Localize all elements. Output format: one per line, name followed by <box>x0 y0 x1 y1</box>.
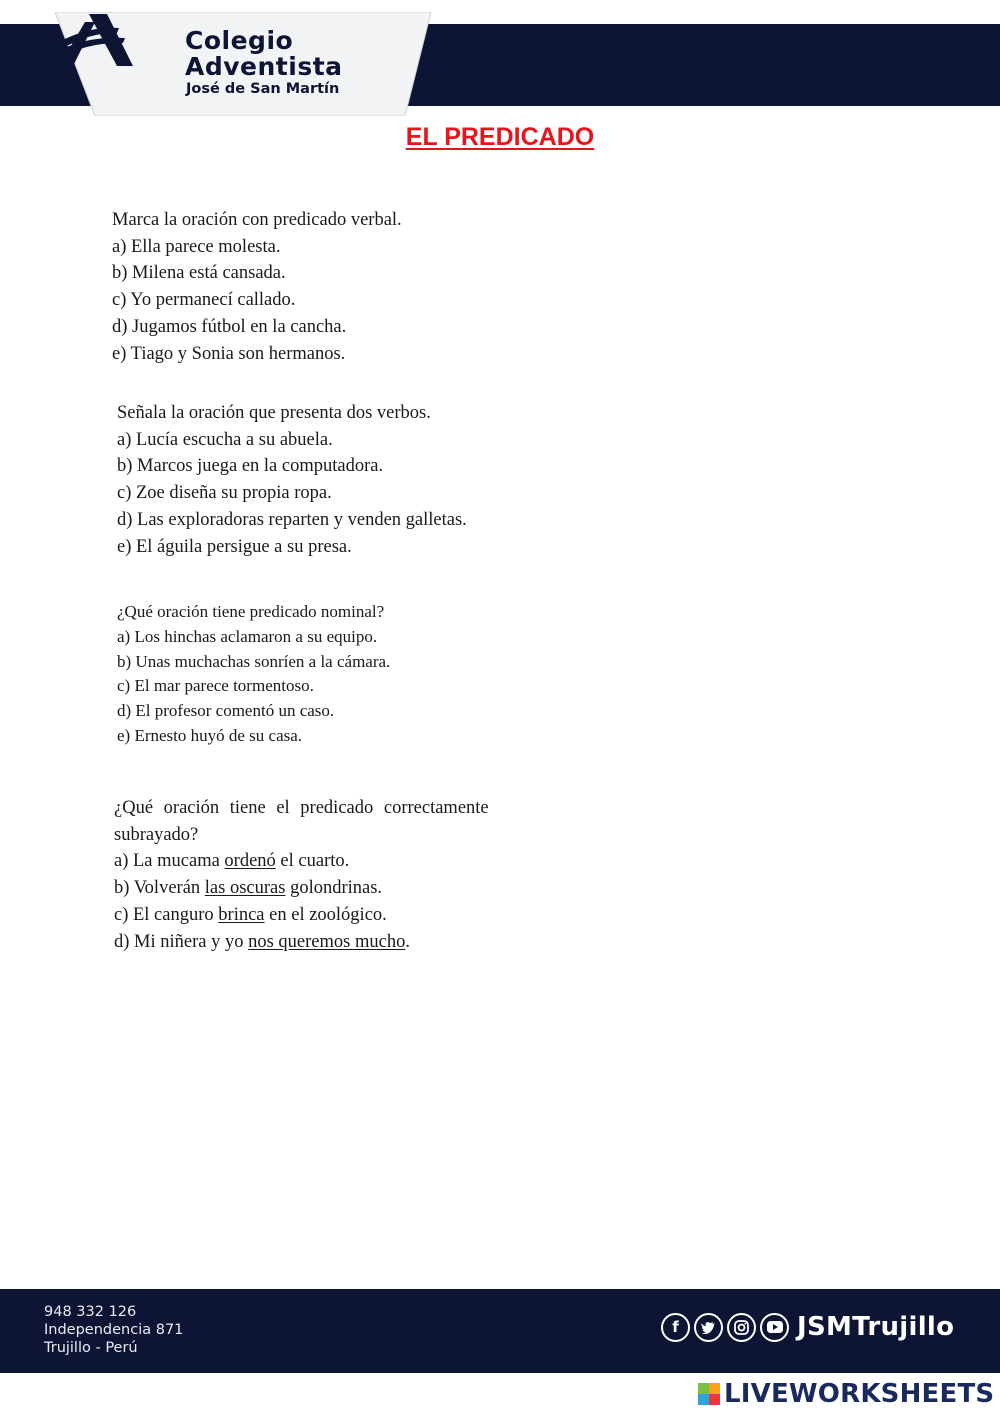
city: Trujillo - Perú <box>44 1340 138 1356</box>
option-b[interactable]: b) Unas muchachas sonríen a la cámara. <box>117 651 391 671</box>
option-c[interactable]: c) Yo permanecí callado. <box>112 290 296 311</box>
school-logo <box>55 12 435 116</box>
option-c[interactable]: c) El mar parece tormentoso. <box>117 676 314 696</box>
question-4-prompt-line2: subrayado? <box>114 824 199 845</box>
question-4 <box>114 795 489 955</box>
option-e[interactable]: e) El águila persigue a su presa. <box>117 536 352 557</box>
question-1 <box>112 207 402 367</box>
option-d[interactable] <box>114 929 489 956</box>
underlined-predicate: las oscuras <box>204 878 286 899</box>
contact-info <box>44 1303 183 1357</box>
footer-bar <box>0 1289 1000 1373</box>
question-2-prompt: Señala la oración que presenta dos verbos. <box>117 403 431 423</box>
question-4-prompt-line1: ¿Qué oración tiene el predicado correctamente <box>114 798 489 818</box>
address: Independencia 871 <box>44 1322 184 1338</box>
option-b[interactable]: b) Milena está cansada. <box>112 263 286 284</box>
instagram-icon[interactable] <box>727 1313 756 1342</box>
option-e[interactable]: e) Ernesto huyó de su casa. <box>117 725 303 745</box>
liveworksheets-logo-icon <box>698 1383 720 1405</box>
option-text: c) El canguro <box>114 904 219 925</box>
option-c[interactable] <box>114 902 489 929</box>
option-a[interactable]: a) Ella parece molesta. <box>112 236 281 257</box>
question-3-prompt: ¿Qué oración tiene predicado nominal? <box>117 602 385 621</box>
option-e[interactable]: e) Tiago y Sonia son hermanos. <box>112 343 346 364</box>
option-c[interactable]: c) Zoe diseña su propia ropa. <box>117 483 332 504</box>
social-handle: JSMTrujillo <box>797 1312 955 1342</box>
underlined-predicate: ordenó <box>224 851 276 872</box>
option-b[interactable] <box>114 875 489 902</box>
facebook-icon[interactable]: f <box>661 1313 690 1342</box>
school-name-line1: Colegio <box>185 26 294 55</box>
logo-a-icon <box>55 12 137 68</box>
social-links <box>661 1312 954 1342</box>
question-3 <box>117 600 390 749</box>
liveworksheets-text: LIVEWORKSHEETS <box>724 1379 995 1409</box>
option-text: a) La mucama <box>114 851 225 872</box>
option-text: en el zoológico. <box>264 904 387 925</box>
option-a[interactable]: a) Los hinchas aclamaron a su equipo. <box>117 626 378 646</box>
underlined-predicate: nos queremos mucho <box>248 931 406 952</box>
school-name-line3: José de San Martín <box>186 81 340 97</box>
option-d[interactable]: d) El profesor comentó un caso. <box>117 701 335 721</box>
option-b[interactable]: b) Marcos juega en la computadora. <box>117 456 384 477</box>
question-1-prompt: Marca la oración con predicado verbal. <box>112 210 402 230</box>
school-name-line2: Adventista <box>185 52 343 81</box>
option-a[interactable]: a) Lucía escucha a su abuela. <box>117 429 333 450</box>
option-a[interactable] <box>114 848 489 875</box>
twitter-icon[interactable] <box>694 1313 723 1342</box>
option-d[interactable]: d) Jugamos fútbol en la cancha. <box>112 316 347 337</box>
option-text: b) Volverán <box>114 878 205 899</box>
youtube-icon[interactable] <box>760 1313 789 1342</box>
option-text: golondrinas. <box>285 878 383 899</box>
phone-number: 948 332 126 <box>44 1304 137 1320</box>
underlined-predicate: brinca <box>218 904 265 925</box>
option-d[interactable]: d) Las exploradoras reparten y venden galletas. <box>117 509 467 530</box>
liveworksheets-watermark <box>698 1377 994 1411</box>
page-title: EL PREDICADO <box>405 123 595 151</box>
option-text: . <box>405 931 410 952</box>
option-text: d) Mi niñera y yo <box>114 931 249 952</box>
option-text: el cuarto. <box>275 851 350 872</box>
question-2 <box>117 400 467 560</box>
